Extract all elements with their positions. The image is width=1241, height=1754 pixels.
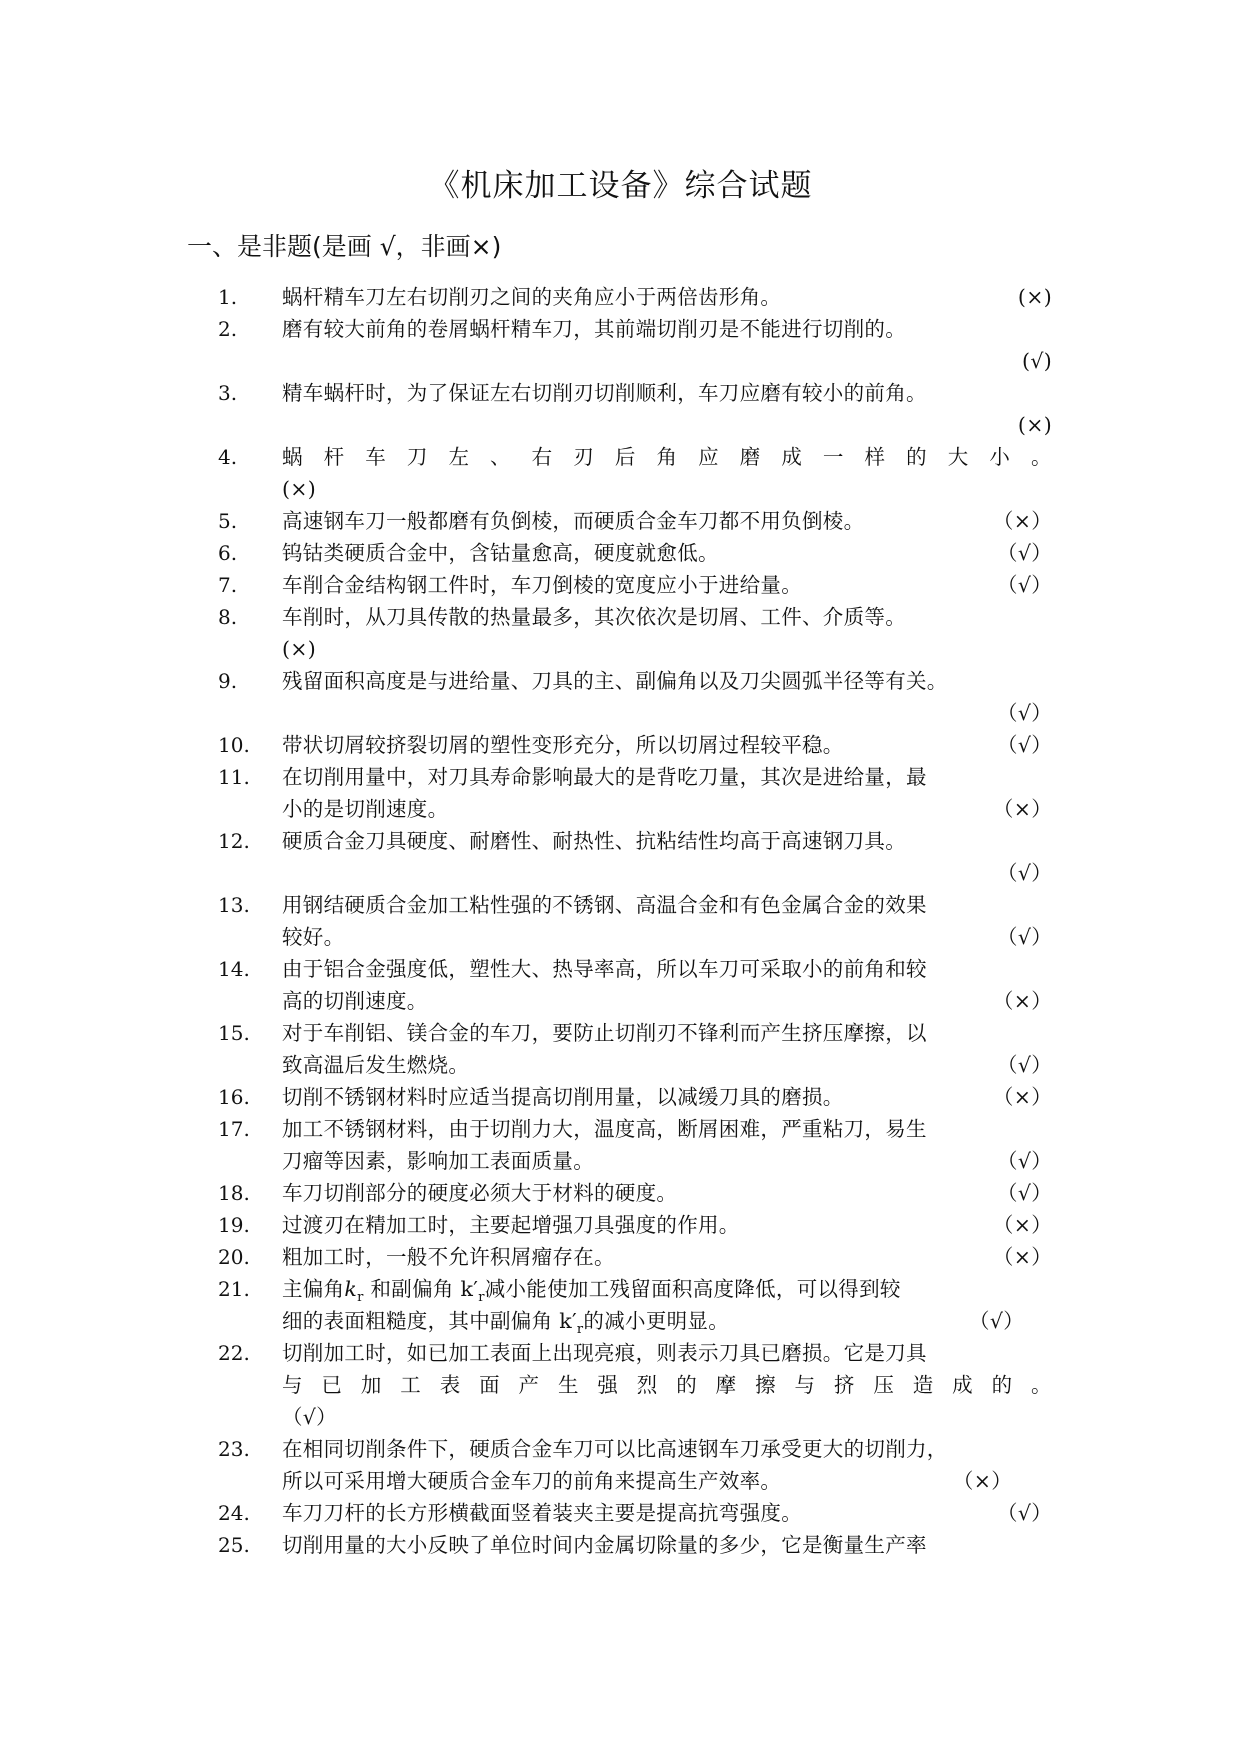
question-number: 17. [218,1117,250,1141]
answer-mark: （×） [992,1245,1052,1269]
answer-mark: （√） [997,701,1052,725]
question-item-20 [0,1241,1241,1273]
question-item-24 [0,1497,1241,1529]
question-text: 车刀刀杆的长方形横截面竖着装夹主要是提高抗弯强度。 [282,1501,802,1525]
question-number: 14. [218,957,250,981]
answer-mark: （√） [997,861,1052,885]
question-text: 精车蜗杆时，为了保证左右切削刃切削顺利，车刀应磨有较小的前角。 [282,381,927,405]
question-text-continued: 细的表面粗糙度，其中副偏角 $k'_r$的减小更明显。 [282,1309,730,1338]
question-number: 8. [218,605,238,629]
question-item-22 [0,1337,1241,1433]
question-number: 22. [218,1341,250,1365]
question-number: 11. [218,765,250,789]
question-number: 19. [218,1213,250,1237]
question-item-5 [0,505,1241,537]
question-text: 切削不锈钢材料时应适当提高切削用量，以减缓刀具的磨损。 [282,1085,844,1109]
question-number: 3. [218,381,238,405]
question-text: 在相同切削条件下，硬质合金车刀可以比高速钢车刀承受更大的切削力， [282,1437,948,1461]
question-item-15 [0,1017,1241,1081]
question-text: 带状切屑较挤裂切屑的塑性变形充分，所以切屑过程较平稳。 [282,733,844,757]
answer-mark: （√） [997,925,1052,949]
question-text: 高速钢车刀一般都磨有负倒棱，而硬质合金车刀都不用负倒棱。 [282,509,865,533]
question-number: 16. [218,1085,250,1109]
answer-mark: （×） [992,1085,1052,1109]
question-number: 12. [218,829,250,853]
answer-mark: （√） [997,541,1052,565]
question-item-4 [0,441,1241,505]
answer-mark: （×） [992,989,1052,1013]
question-number: 23. [218,1437,250,1461]
question-number: 15. [218,1021,250,1045]
question-item-14 [0,953,1241,1017]
question-number: 21. [218,1277,250,1301]
answer-mark: （√） [282,1405,337,1429]
question-text-continued: 高的切削速度。 [282,989,428,1013]
answer-mark: （×） [992,1213,1052,1237]
question-text: 切削用量的大小反映了单位时间内金属切除量的多少，它是衡量生产率 [282,1533,927,1557]
question-item-2 [0,313,1241,377]
answer-mark: （×） [992,797,1052,821]
question-number: 6. [218,541,238,565]
question-text-continued: 致高温后发生燃烧。 [282,1053,470,1077]
question-text: 在切削用量中，对刀具寿命影响最大的是背吃刀量，其次是进给量，最 [282,765,927,789]
question-item-12 [0,825,1241,889]
answer-mark: （√） [969,1309,1024,1333]
question-item-25 [0,1529,1241,1561]
question-item-3 [0,377,1241,441]
answer-mark: （√） [997,1501,1052,1525]
question-item-17 [0,1113,1241,1177]
question-text: 主偏角$k_r$ 和副偏角 $k'_r$减小能使加工残留面积高度降低，可以得到较 [282,1277,901,1306]
answer-mark: （×） [992,509,1052,533]
question-item-10 [0,729,1241,761]
question-text: 加工不锈钢材料，由于切削力大，温度高，断屑困难，严重粘刀，易生 [282,1117,927,1141]
question-text: 蜗 杆 车 刀 左 、 右 刃 后 角 应 磨 成 一 样 的 大 小 。 [282,445,1052,469]
question-text-continued: 小的是切削速度。 [282,797,449,821]
question-text: 由于铝合金强度低，塑性大、热导率高，所以车刀可采取小的前角和较 [282,957,927,981]
answer-mark: （√） [997,1053,1052,1077]
question-number: 7. [218,573,238,597]
question-text-continued: 刀瘤等因素，影响加工表面质量。 [282,1149,594,1173]
answer-mark: （√） [997,573,1052,597]
question-text: 钨钴类硬质合金中，含钴量愈高，硬度就愈低。 [282,541,719,565]
answer-mark: (√) [1022,349,1052,373]
question-text: 硬质合金刀具硬度、耐磨性、耐热性、抗粘结性均高于高速钢刀具。 [282,829,906,853]
answer-mark: （√） [997,1181,1052,1205]
question-text: 车削合金结构钢工件时，车刀倒棱的宽度应小于进给量。 [282,573,802,597]
section-heading: 一、是非题(是画 √，非画×) [187,232,502,261]
question-text: 残留面积高度是与进给量、刀具的主、副偏角以及刀尖圆弧半径等有关。 [282,669,948,693]
question-item-23 [0,1433,1241,1497]
answer-mark: (×) [1017,413,1052,437]
question-item-19 [0,1209,1241,1241]
question-text-continued: 所以可采用增大硬质合金车刀的前角来提高生产效率。 [282,1469,782,1493]
question-number: 4. [218,445,238,469]
question-text: 用钢结硬质合金加工粘性强的不锈钢、高温合金和有色金属合金的效果 [282,893,927,917]
answer-mark: (×) [282,477,317,501]
question-number: 24. [218,1501,250,1525]
question-number: 20. [218,1245,250,1269]
question-item-7 [0,569,1241,601]
question-number: 18. [218,1181,250,1205]
answer-mark: （√） [997,733,1052,757]
question-text: 车刀切削部分的硬度必须大于材料的硬度。 [282,1181,678,1205]
question-number: 9. [218,669,238,693]
question-text: 蜗杆精车刀左右切削刃之间的夹角应小于两倍齿形角。 [282,285,782,309]
question-item-8 [0,601,1241,665]
question-number: 2. [218,317,238,341]
question-list [0,281,1241,1561]
question-number: 10. [218,733,250,757]
question-text: 切削加工时，如已加工表面上出现亮痕，则表示刀具已磨损。它是刀具 [282,1341,927,1365]
question-item-21 [0,1273,1241,1337]
answer-mark: （√） [997,1149,1052,1173]
question-text: 磨有较大前角的卷屑蜗杆精车刀，其前端切削刃是不能进行切削的。 [282,317,906,341]
question-item-18 [0,1177,1241,1209]
question-item-6 [0,537,1241,569]
question-number: 1. [218,285,238,309]
question-item-11 [0,761,1241,825]
question-text: 对于车削铝、镁合金的车刀，要防止切削刃不锋利而产生挤压摩擦，以 [282,1021,927,1045]
question-item-13 [0,889,1241,953]
question-item-1 [0,281,1241,313]
answer-mark: (×) [282,637,317,661]
question-text-continued: 较好。 [282,925,345,949]
question-item-9 [0,665,1241,729]
question-item-16 [0,1081,1241,1113]
question-number: 5. [218,509,238,533]
answer-mark: （×） [952,1469,1012,1493]
question-text: 粗加工时，一般不允许积屑瘤存在。 [282,1245,615,1269]
question-number: 13. [218,893,250,917]
question-text-continued: 与 已 加 工 表 面 产 生 强 烈 的 摩 擦 与 挤 压 造 成 的 。 [282,1373,1052,1397]
answer-mark: (×) [1017,285,1052,309]
question-text: 过渡刃在精加工时，主要起增强刀具强度的作用。 [282,1213,740,1237]
question-text: 车削时，从刀具传散的热量最多，其次依次是切屑、工件、介质等。 [282,605,906,629]
question-number: 25. [218,1533,250,1557]
document-title: 《机床加工设备》综合试题 [428,168,813,204]
